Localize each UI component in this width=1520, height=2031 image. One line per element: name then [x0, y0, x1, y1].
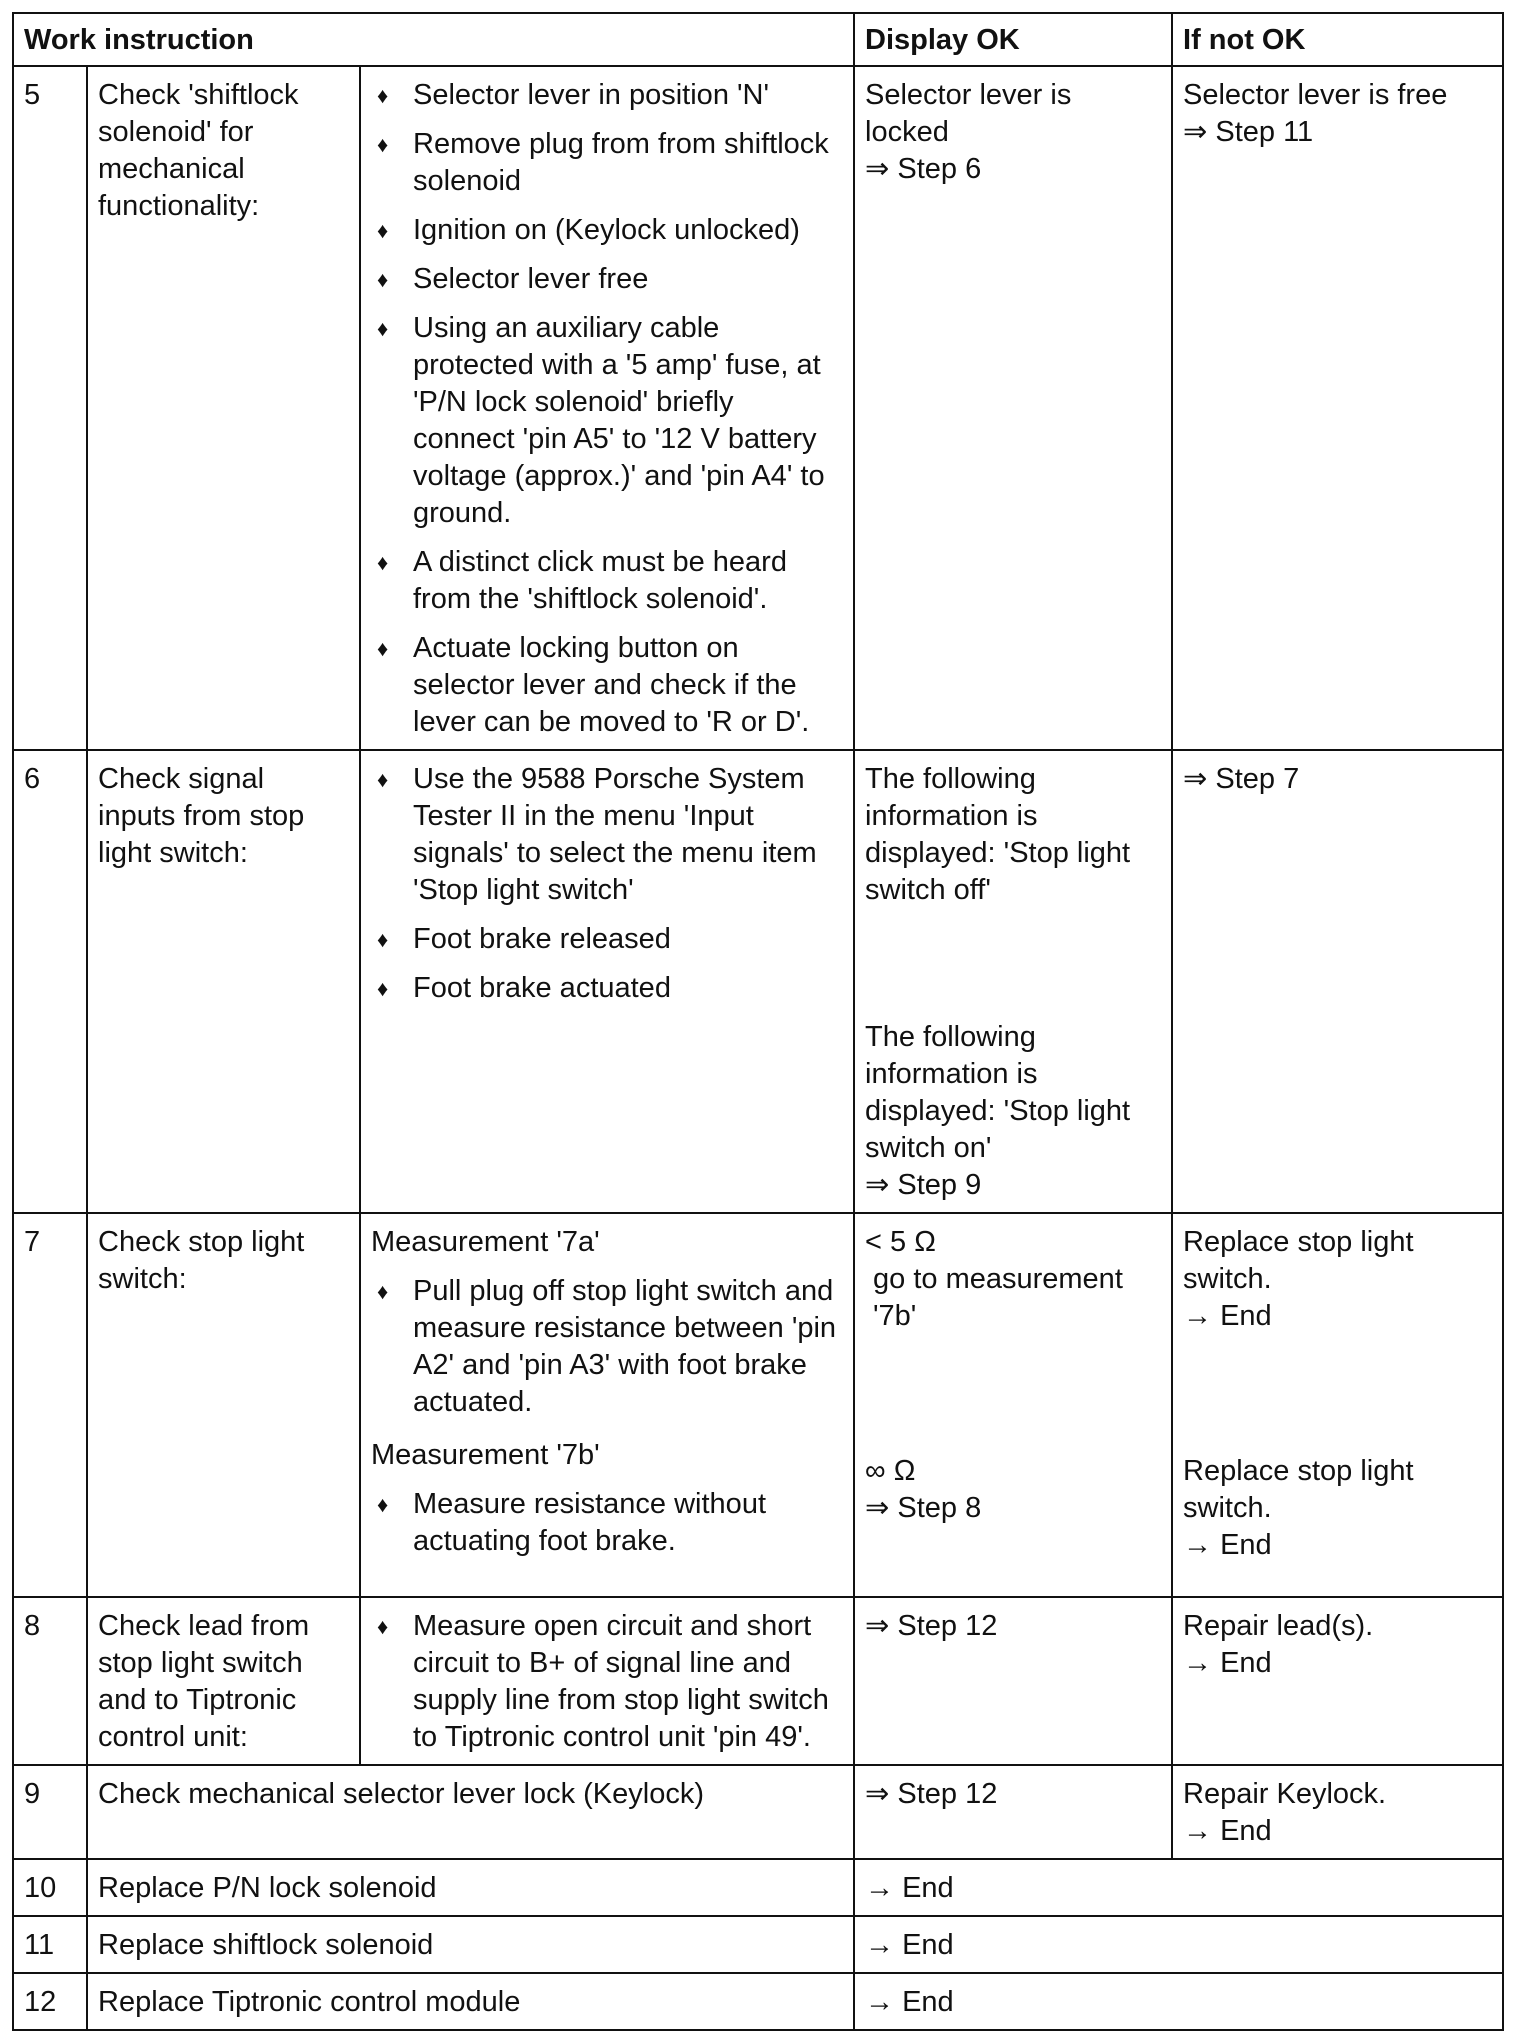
not-ok-cell: [1172, 1597, 1503, 1765]
result-cell: → End: [854, 1859, 1503, 1916]
bullet-icon: ♦: [377, 767, 389, 792]
instruction-steps: [360, 1213, 854, 1597]
step-text: Measure open circuit and short circuit to B+ of signal line and supply line from stop light switch to Tiptronic control unit 'pin 49'.: [413, 1610, 829, 1753]
bullet-icon: ♦: [377, 976, 389, 1001]
list-item: [371, 212, 843, 249]
step-text: A distinct click must be heard from the 'shiftlock solenoid'.: [413, 546, 787, 615]
bullet-icon: ♦: [377, 1614, 389, 1639]
display-ok-note: go to measurement '7b': [873, 1263, 1123, 1332]
bullet-icon: ♦: [377, 316, 389, 341]
step-text: Selector lever in position 'N': [413, 79, 770, 111]
not-ok-text: Selector lever is free: [1183, 79, 1448, 111]
display-ok-text: The following information is displayed: 'Stop light switch off': [865, 763, 1131, 906]
step-text: Foot brake actuated: [413, 972, 671, 1004]
list-item: [371, 261, 843, 298]
list-item: [371, 1273, 843, 1421]
list-item: [371, 126, 843, 200]
display-ok-cell: [854, 66, 1172, 750]
instruction-steps: [360, 66, 854, 750]
list-item: [371, 761, 843, 909]
list-item: [371, 1486, 843, 1560]
step-text: Remove plug from from shiftlock solenoid: [413, 128, 829, 197]
bullet-icon: ♦: [377, 927, 389, 952]
header-display-ok: Display OK: [854, 13, 1172, 66]
bullet-icon: ♦: [377, 132, 389, 157]
display-ok-step: ⇒ Step 12: [865, 1610, 998, 1642]
check-description: Check stop light switch:: [87, 1213, 360, 1597]
table-row-6: [13, 750, 1503, 1213]
step-text: Selector lever free: [413, 263, 649, 295]
not-ok-cell: [1172, 1765, 1503, 1859]
list-item: [371, 921, 843, 958]
check-description: Check lead from stop light switch and to Tiptronic control unit:: [87, 1597, 360, 1765]
list-item: [371, 310, 843, 532]
bullet-icon: ♦: [377, 267, 389, 292]
not-ok-step: → End: [1183, 1815, 1272, 1847]
display-ok-text: Selector lever is locked: [865, 79, 1072, 148]
check-description: Check mechanical selector lever lock (Keylock): [87, 1765, 854, 1859]
step-number: 5: [13, 66, 87, 750]
step-number: 12: [13, 1973, 87, 2030]
display-ok-cell: [854, 750, 1172, 1213]
check-description: Replace P/N lock solenoid: [87, 1859, 854, 1916]
step-number: 7: [13, 1213, 87, 1597]
not-ok-text: Repair lead(s).: [1183, 1610, 1374, 1642]
table-row-8: [13, 1597, 1503, 1765]
step-text: Measure resistance without actuating foot brake.: [413, 1488, 766, 1557]
not-ok-step: → End: [1183, 1529, 1272, 1561]
not-ok-step: ⇒ Step 7: [1183, 763, 1300, 795]
check-description: Check signal inputs from stop light switch:: [87, 750, 360, 1213]
check-description: Replace Tiptronic control module: [87, 1973, 854, 2030]
header-row: [13, 13, 1503, 66]
display-ok-cell: [854, 1213, 1172, 1597]
list-item: [371, 630, 843, 741]
not-ok-text: Repair Keylock.: [1183, 1778, 1387, 1810]
step-number: 11: [13, 1916, 87, 1973]
step-text: Using an auxiliary cable protected with a '5 amp' fuse, at 'P/N lock solenoid' briefly connect 'pin A5' to '12 V battery voltage (approx.)' and 'pin A4' to ground.: [413, 312, 825, 529]
table-row-12: [13, 1973, 1503, 2030]
instruction-steps: [360, 1597, 854, 1765]
result-cell: → End: [854, 1973, 1503, 2030]
bullet-icon: ♦: [377, 636, 389, 661]
display-ok-cell: [854, 1597, 1172, 1765]
step-number: 10: [13, 1859, 87, 1916]
header-if-not-ok: If not OK: [1172, 13, 1503, 66]
not-ok-cell: [1172, 1213, 1503, 1597]
table-row-5: [13, 66, 1503, 750]
not-ok-cell: [1172, 66, 1503, 750]
step-text: Actuate locking button on selector lever and check if the lever can be moved to 'R or D'.: [413, 632, 810, 738]
instruction-steps: [360, 750, 854, 1213]
list-item: [371, 970, 843, 1007]
display-ok-text: The following information is displayed: 'Stop light switch on': [865, 1021, 1131, 1164]
table-row-11: [13, 1916, 1503, 1973]
list-item: [371, 1608, 843, 1756]
not-ok-step: → End: [1183, 1647, 1272, 1679]
not-ok-cell: [1172, 750, 1503, 1213]
bullet-icon: ♦: [377, 1279, 389, 1304]
check-description: Check 'shiftlock solenoid' for mechanical functionality:: [87, 66, 360, 750]
table-row-9: [13, 1765, 1503, 1859]
list-item: [371, 544, 843, 618]
display-ok-step: ⇒ Step 6: [865, 153, 982, 185]
step-number: 8: [13, 1597, 87, 1765]
bullet-icon: ♦: [377, 83, 389, 108]
measurement-label: Measurement '7a': [371, 1226, 600, 1258]
not-ok-step: ⇒ Step 11: [1183, 116, 1314, 148]
table-row-10: [13, 1859, 1503, 1916]
measurement-label: Measurement '7b': [371, 1439, 600, 1471]
not-ok-step: → End: [1183, 1300, 1272, 1332]
bullet-icon: ♦: [377, 1492, 389, 1517]
step-text: Foot brake released: [413, 923, 671, 955]
step-number: 6: [13, 750, 87, 1213]
work-instruction-table: [12, 12, 1504, 2031]
display-ok-value: ∞ Ω: [865, 1455, 916, 1487]
display-ok-value: < 5 Ω: [865, 1226, 936, 1258]
step-text: Pull plug off stop light switch and measure resistance between 'pin A2' and 'pin A3' with foot brake actuated.: [413, 1275, 837, 1418]
display-ok-cell: [854, 1765, 1172, 1859]
not-ok-text: Replace stop light switch.: [1183, 1226, 1414, 1295]
bullet-icon: ♦: [377, 218, 389, 243]
step-text: Ignition on (Keylock unlocked): [413, 214, 800, 246]
result-cell: → End: [854, 1916, 1503, 1973]
bullet-icon: ♦: [377, 550, 389, 575]
check-description: Replace shiftlock solenoid: [87, 1916, 854, 1973]
list-item: [371, 77, 843, 114]
table-row-7: [13, 1213, 1503, 1597]
display-ok-step: ⇒ Step 12: [865, 1778, 998, 1810]
header-work-instruction: Work instruction: [13, 13, 854, 66]
step-text: Use the 9588 Porsche System Tester II in the menu 'Input signals' to select the menu item 'Stop light switch': [413, 763, 817, 906]
display-ok-step: ⇒ Step 9: [865, 1169, 982, 1201]
not-ok-text: Replace stop light switch.: [1183, 1455, 1414, 1524]
step-number: 9: [13, 1765, 87, 1859]
display-ok-step: ⇒ Step 8: [865, 1492, 982, 1524]
